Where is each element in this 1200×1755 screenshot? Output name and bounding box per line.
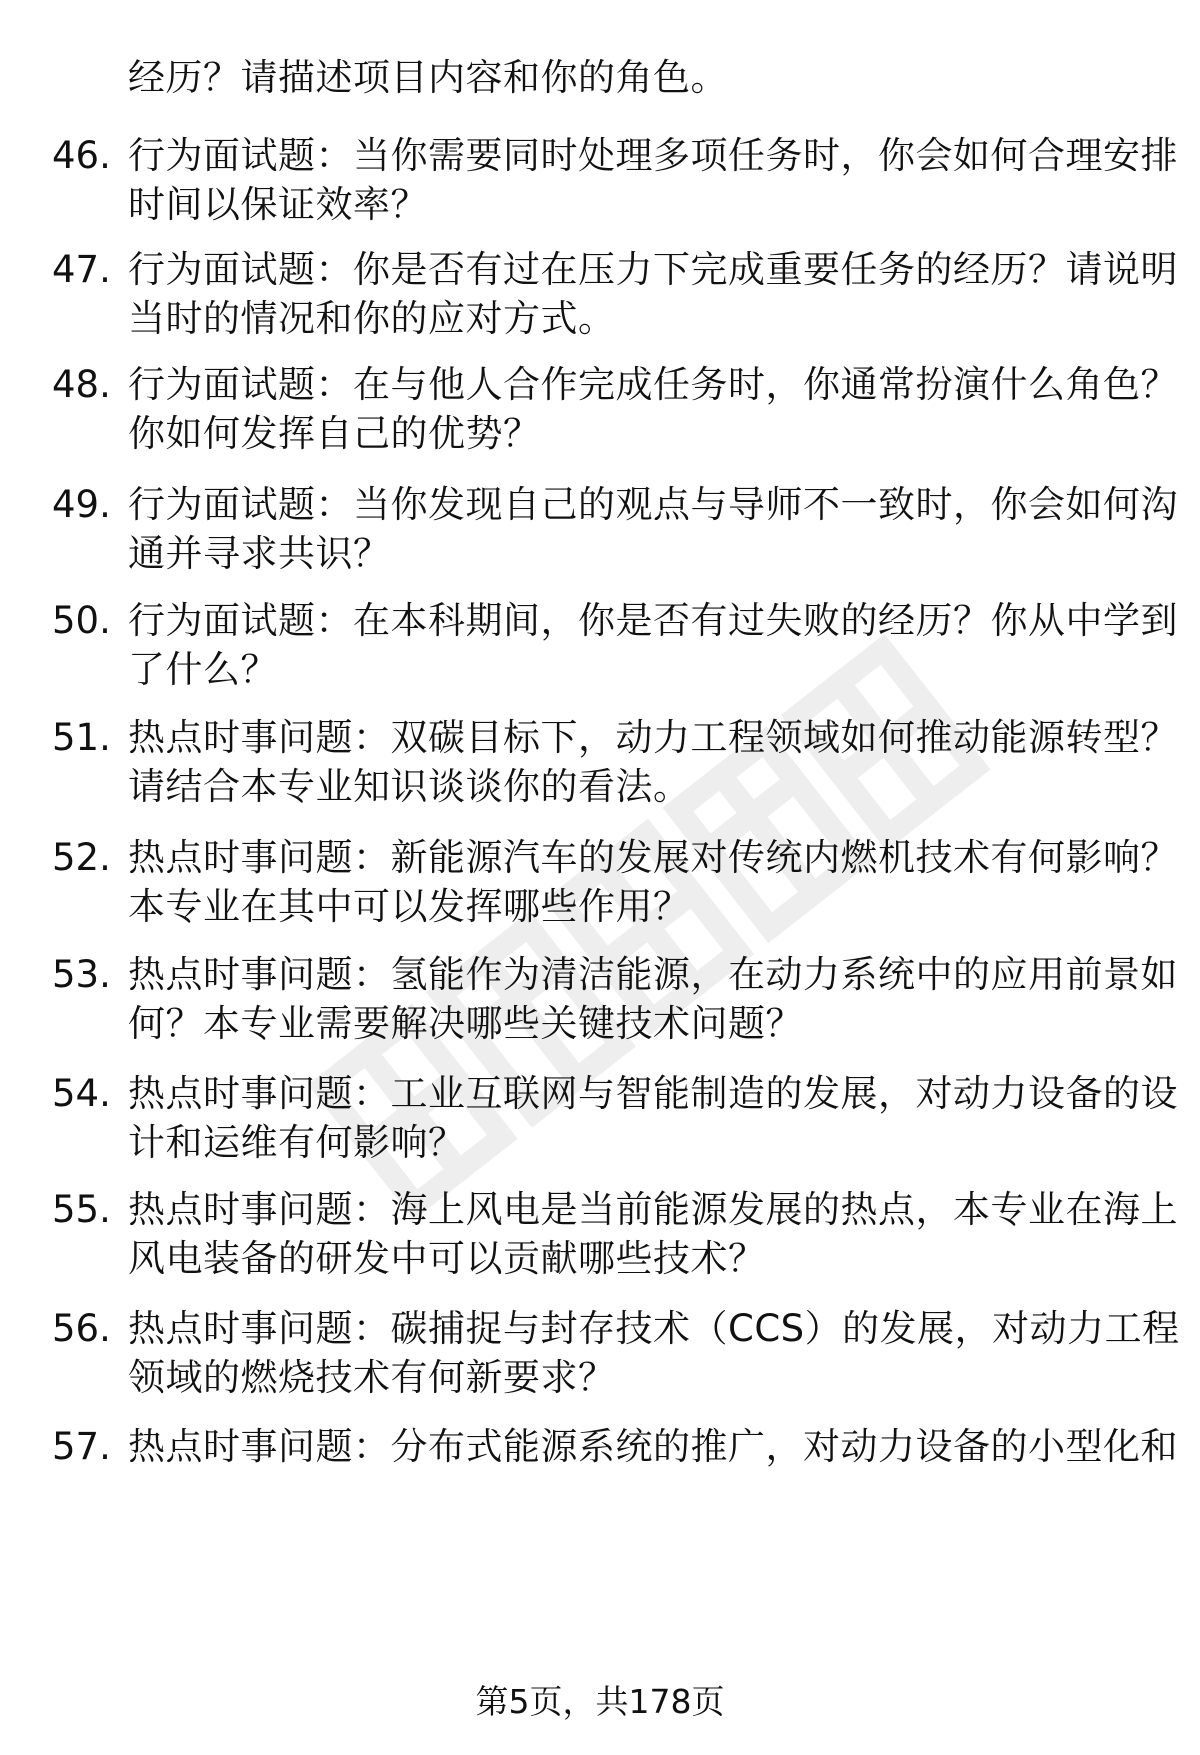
- question-line: 当时的情况和你的应对方式。: [128, 297, 616, 340]
- question-number: 56.: [52, 1307, 111, 1350]
- question-line: 行为面试题：当你发现自己的观点与导师不一致时，你会如何沟: [128, 483, 1178, 526]
- question-number: 55.: [52, 1188, 111, 1231]
- question-line: 时间以保证效率？: [128, 183, 428, 226]
- question-number: 54.: [52, 1072, 111, 1115]
- question-line: 热点时事问题：碳捕捉与封存技术（CCS）的发展，对动力工程: [128, 1307, 1180, 1350]
- question-number: 57.: [52, 1425, 111, 1468]
- question-line: 热点时事问题：氢能作为清洁能源，在动力系统中的应用前景如: [128, 953, 1178, 996]
- question-number: 51.: [52, 716, 111, 759]
- question-line: 热点时事问题：新能源汽车的发展对传统内燃机技术有何影响？: [128, 836, 1178, 879]
- question-line: 行为面试题：在与他人合作完成任务时，你通常扮演什么角色？: [128, 363, 1178, 406]
- question-number: 50.: [52, 599, 111, 642]
- question-line: 通并寻求共识？: [128, 532, 391, 575]
- question-line: 本专业在其中可以发挥哪些作用？: [128, 885, 691, 928]
- question-number: 46.: [52, 134, 111, 177]
- question-number: 48.: [52, 363, 111, 406]
- question-line: 你如何发挥自己的优势？: [128, 412, 541, 455]
- question-line: 请结合本专业知识谈谈你的看法。: [128, 765, 691, 808]
- question-line: 何？本专业需要解决哪些关键技术问题？: [128, 1002, 803, 1045]
- question-line: 了什么？: [128, 648, 278, 691]
- question-line: 行为面试题：你是否有过在压力下完成重要任务的经历？请说明: [128, 248, 1178, 291]
- question-line: 热点时事问题：海上风电是当前能源发展的热点，本专业在海上: [128, 1188, 1178, 1231]
- page-number-footer: 第5页，共178页: [475, 1682, 725, 1721]
- question-number: 49.: [52, 483, 111, 526]
- question-number: 47.: [52, 248, 111, 291]
- question-line: 计和运维有何影响？: [128, 1121, 466, 1164]
- question-line: 风电装备的研发中可以贡献哪些技术？: [128, 1237, 766, 1280]
- question-line: 热点时事问题：工业互联网与智能制造的发展，对动力设备的设: [128, 1072, 1178, 1115]
- question-line: 热点时事问题：分布式能源系统的推广，对动力设备的小型化和: [128, 1425, 1178, 1468]
- question-number: 52.: [52, 836, 111, 879]
- question-line: 领域的燃烧技术有何新要求？: [128, 1356, 616, 1399]
- intro-line: 经历？请描述项目内容和你的角色。: [128, 56, 728, 99]
- question-line: 行为面试题：在本科期间，你是否有过失败的经历？你从中学到: [128, 599, 1178, 642]
- question-line: 热点时事问题：双碳目标下，动力工程领域如何推动能源转型？: [128, 716, 1178, 759]
- question-number: 53.: [52, 953, 111, 996]
- question-line: 行为面试题：当你需要同时处理多项任务时，你会如何合理安排: [128, 134, 1178, 177]
